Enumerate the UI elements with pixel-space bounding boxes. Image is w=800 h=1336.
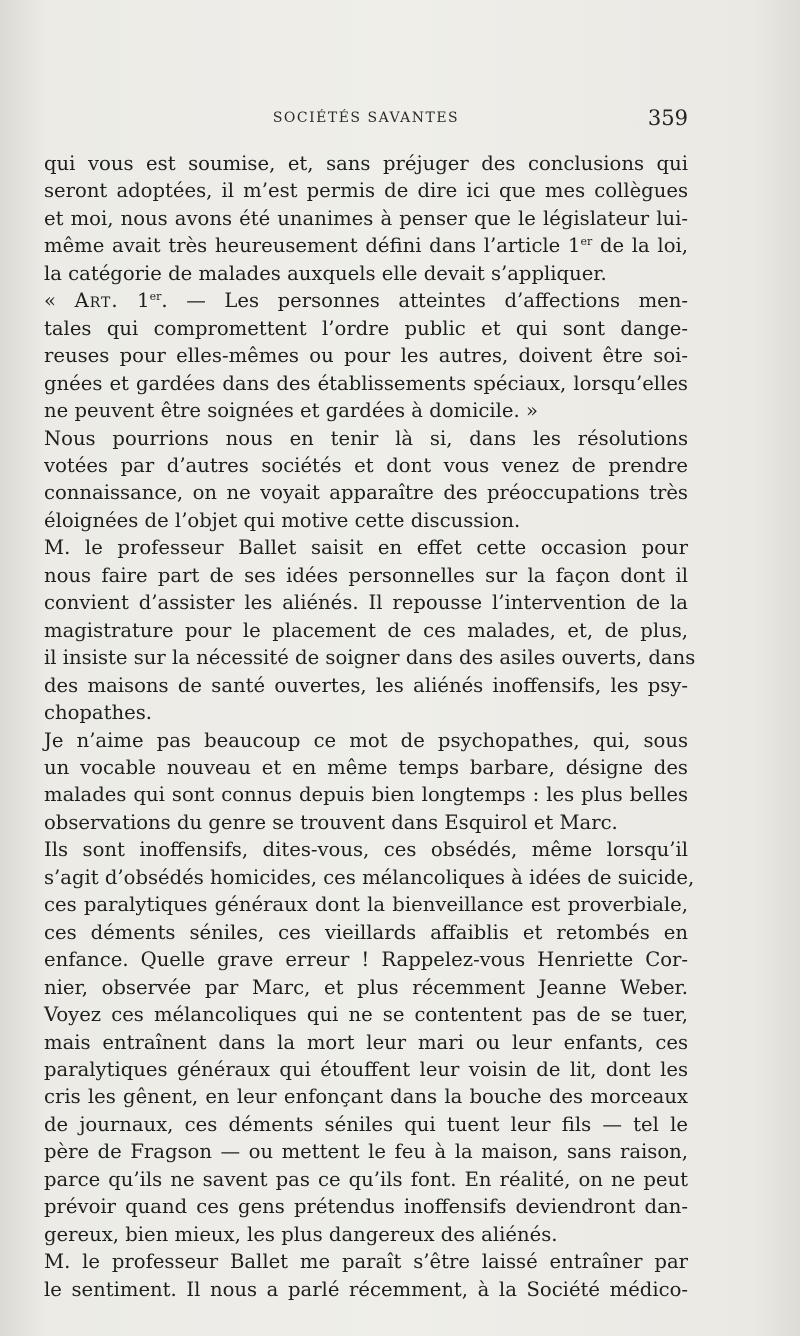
text-line	[44, 260, 688, 287]
text-line	[44, 397, 688, 424]
text-line	[44, 919, 688, 946]
line-fragment: cris les gênent, en leur enfonçant dans la bouche des morceaux	[44, 1085, 688, 1109]
text-line	[44, 1111, 688, 1138]
text-line	[44, 479, 688, 506]
line-fragment: Voyez ces mélancoliques qui ne se contentent pas de se tuer,	[44, 1003, 688, 1027]
text-line	[44, 1083, 688, 1110]
line-fragment: parce qu’ils ne savent pas ce qu’ils font. En réalité, on ne peut	[44, 1167, 688, 1191]
text-line	[44, 1166, 688, 1193]
text-line	[44, 1248, 688, 1275]
text-line	[44, 727, 688, 754]
line-fragment: qui vous est soumise, et, sans préjuger des conclusions qui	[44, 152, 688, 175]
line-fragment: s’agit d’obsédés homicides, ces mélancoliques à idées de suicide,	[44, 865, 695, 889]
line-fragment: er	[580, 235, 593, 249]
text-line	[44, 177, 688, 204]
text-line	[44, 562, 688, 589]
text-line	[44, 370, 688, 397]
line-fragment: malades qui sont connus depuis bien longtemps : les plus belles	[44, 783, 688, 807]
line-fragment: Ils sont inoffensifs, dites-vous, ces obsédés, même lorsqu’il	[44, 838, 688, 862]
line-fragment: même avait très heureusement défini dans l’article 1	[44, 234, 581, 258]
text-line	[44, 232, 688, 259]
text-line	[44, 534, 688, 561]
text-line	[44, 1001, 688, 1028]
text-line	[44, 617, 688, 644]
page-header	[44, 106, 688, 132]
line-fragment: votées par d’autres sociétés et dont vous venez de prendre	[44, 453, 688, 477]
line-fragment: ces paralytiques généraux dont la bienveillance est proverbiale,	[44, 893, 688, 917]
text-line	[44, 946, 688, 973]
text-line	[44, 507, 688, 534]
text-line	[44, 974, 688, 1001]
line-fragment: M. le professeur Ballet me paraît s’être laissé entraîner par	[44, 1250, 688, 1274]
text-line	[44, 1276, 688, 1303]
text-line	[44, 315, 688, 342]
text-line	[44, 589, 688, 616]
text-line	[44, 1193, 688, 1220]
line-fragment: ces déments séniles, ces vieillards affaiblis et retombés en	[44, 920, 688, 944]
line-fragment: de la loi,	[592, 234, 688, 258]
line-fragment: gnées et gardées dans des établissements spéciaux, lorsqu’elles	[44, 371, 688, 395]
line-fragment: nous faire part de ses idées personnelles sur la façon dont il	[44, 563, 688, 587]
line-fragment: prévoir quand ces gens prétendus inoffensifs deviendront dan-	[44, 1195, 688, 1219]
line-fragment: . — Les personnes atteintes d’affections men-	[161, 289, 688, 313]
text-line	[44, 644, 696, 671]
line-fragment: paralytiques généraux qui étouffent leur voisin de lit, dont les	[44, 1057, 688, 1081]
line-fragment: seront adoptées, il m’est permis de dire ici que mes collègues	[44, 179, 688, 203]
text-line	[44, 425, 688, 452]
line-fragment: il insiste sur la nécessité de soigner dans des asiles ouverts, dans	[44, 646, 696, 670]
line-fragment: éloignées de l’objet qui motive cette discussion.	[44, 508, 521, 532]
text-line	[44, 1029, 688, 1056]
line-fragment: 1	[118, 289, 150, 313]
line-fragment: des maisons de santé ouvertes, les aliénés inoffensifs, les psy-	[44, 673, 688, 697]
line-fragment: mais entraînent dans la mort leur mari ou leur enfants, ces	[44, 1030, 688, 1054]
text-line	[44, 754, 688, 781]
text-line	[44, 1138, 688, 1165]
line-fragment: Nous pourrions nous en tenir là si, dans les résolutions	[44, 426, 688, 450]
line-fragment: magistrature pour le placement de ces malades, et, de plus,	[44, 618, 688, 642]
line-fragment: enfance. Quelle grave erreur ! Rappelez-vous Henriette Cor-	[44, 948, 688, 972]
text-line	[44, 809, 688, 836]
line-fragment: tales qui compromettent l’ordre public et qui sont dange-	[44, 316, 688, 340]
line-fragment: er	[149, 290, 162, 304]
page-number: 359	[647, 106, 688, 130]
line-fragment: observations du genre se trouvent dans Esquirol et Marc.	[44, 810, 618, 834]
text-line	[44, 891, 688, 918]
text-line	[44, 287, 688, 314]
body-text	[44, 150, 696, 1303]
line-fragment: chopathes.	[44, 701, 152, 725]
line-fragment: «	[44, 289, 75, 313]
line-fragment: connaissance, on ne voyait apparaître des préoccupations très	[44, 481, 688, 505]
line-fragment: nier, observée par Marc, et plus récemment Jeanne Weber.	[44, 975, 688, 999]
line-fragment: M. le professeur Ballet saisit en effet cette occasion pour	[44, 536, 688, 560]
text-line	[44, 864, 695, 891]
line-fragment: Art.	[74, 289, 119, 313]
line-fragment: ne peuvent être soignées et gardées à domicile. »	[44, 399, 538, 423]
text-line	[44, 1221, 688, 1248]
line-fragment: Je n’aime pas beaucoup ce mot de psychopathes, qui, sous	[44, 728, 688, 752]
text-line	[44, 672, 688, 699]
text-line	[44, 836, 688, 863]
text-line	[44, 342, 688, 369]
text-line	[44, 452, 688, 479]
line-fragment: de journaux, ces déments séniles qui tuent leur fils — tel le	[44, 1112, 688, 1136]
line-fragment: reuses pour elles-mêmes ou pour les autres, doivent être soi-	[44, 344, 688, 368]
line-fragment: et moi, nous avons été unanimes à penser que le législateur lui-	[44, 206, 688, 230]
line-fragment: le sentiment. Il nous a parlé récemment, à la Société médico-	[44, 1277, 688, 1301]
line-fragment: père de Fragson — ou mettent le feu à la maison, sans raison,	[44, 1140, 688, 1164]
line-fragment: gereux, bien mieux, les plus dangereux des aliénés.	[44, 1222, 558, 1246]
line-fragment: un vocable nouveau et en même temps barbare, désigne des	[44, 755, 688, 779]
running-head: SOCIÉTÉS SAVANTES	[272, 110, 460, 126]
text-line	[44, 699, 688, 726]
text-line	[44, 205, 688, 232]
text-line	[44, 150, 688, 177]
text-line	[44, 1056, 688, 1083]
text-line	[44, 781, 688, 808]
line-fragment: la catégorie de malades auxquels elle devait s’appliquer.	[44, 261, 607, 285]
line-fragment: convient d’assister les aliénés. Il repousse l’intervention de la	[44, 591, 688, 615]
